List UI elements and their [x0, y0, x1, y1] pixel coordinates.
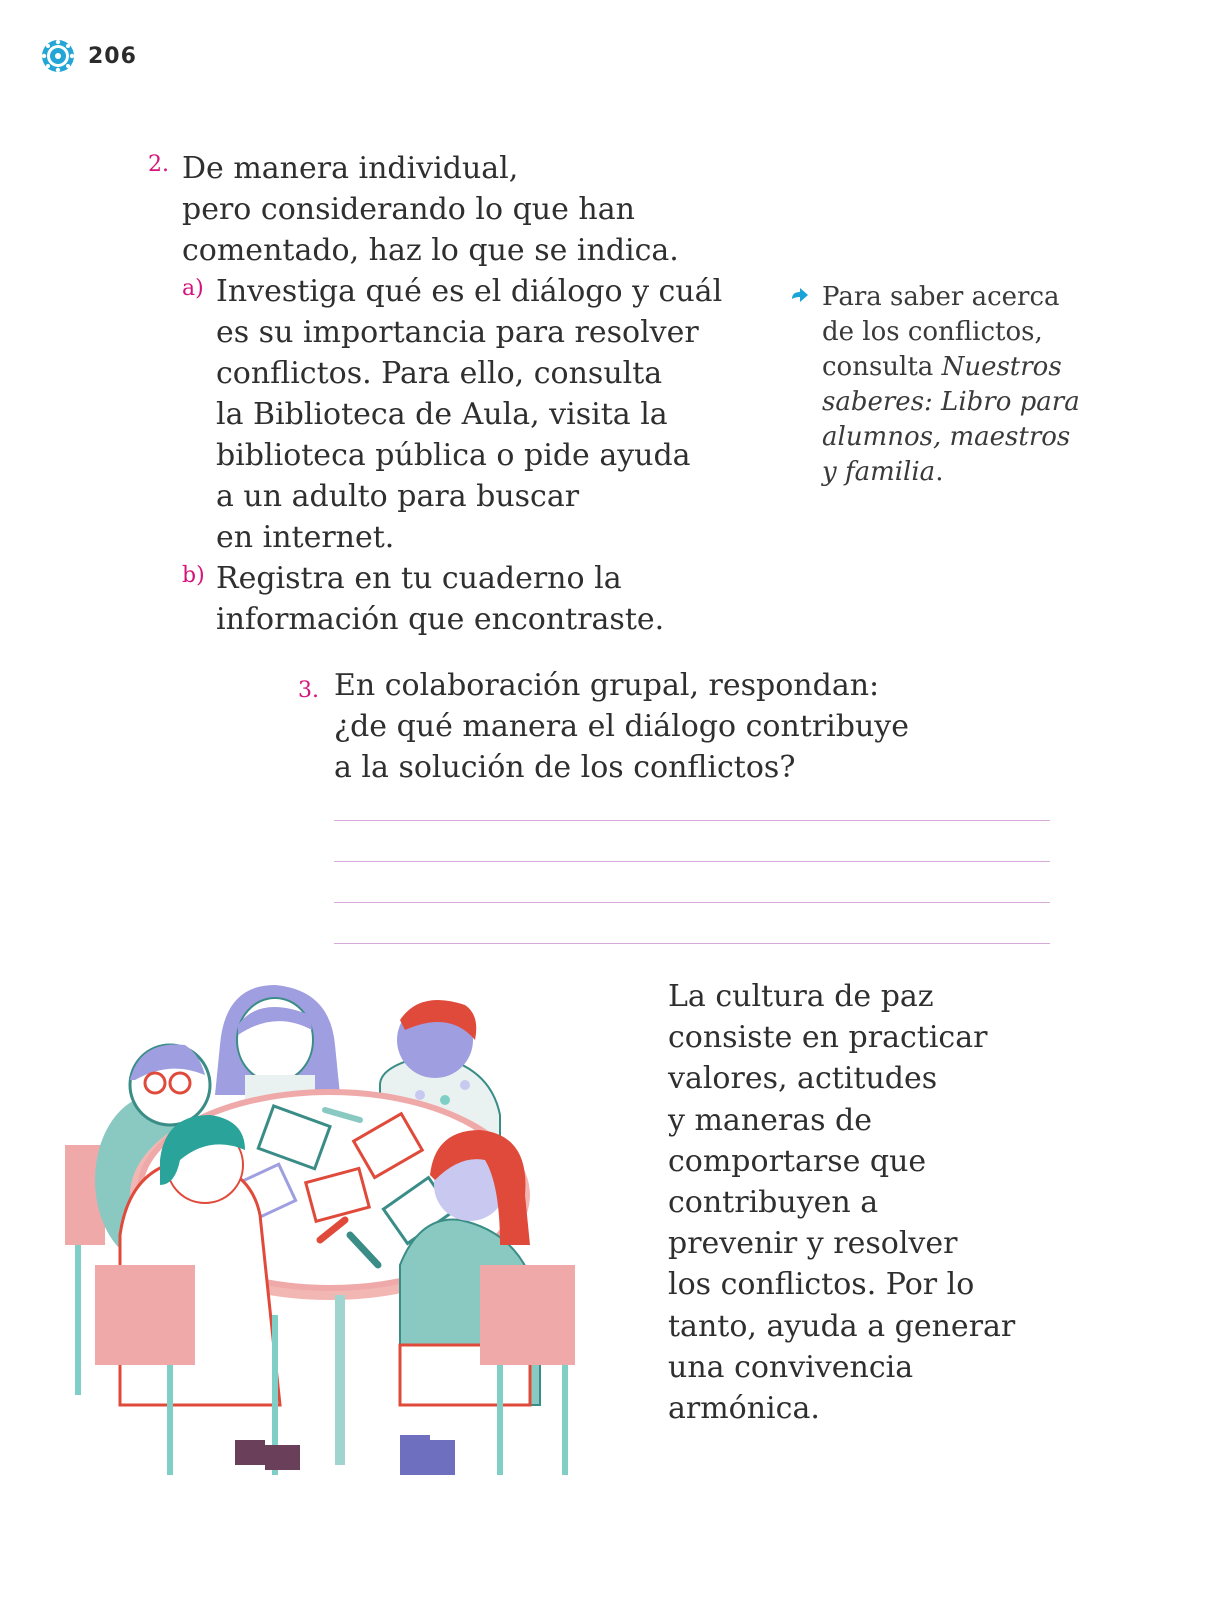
children-at-table-illustration — [60, 985, 600, 1489]
page-header — [40, 38, 137, 74]
text-line: la Biblioteca de Aula, visita la — [216, 397, 668, 432]
text-line: contribuyen a — [668, 1185, 879, 1221]
answer-line-1[interactable] — [334, 820, 1050, 821]
text-line: prevenir y resolver — [668, 1226, 958, 1262]
item-2b-letter-wrap — [182, 563, 205, 588]
answer-line-2[interactable] — [334, 861, 1050, 862]
item-2b-letter: b) — [182, 563, 205, 588]
text-line: Investiga qué es el diálogo y cuál — [216, 274, 723, 309]
book-title-part: alumnos, maestros — [822, 422, 1071, 452]
peace-culture-paragraph — [668, 976, 1015, 1429]
item-3-question — [334, 665, 909, 788]
text-line: tanto, ayuda a generar — [668, 1308, 1016, 1344]
item-2-number-wrap — [148, 152, 169, 177]
text-line: a la solución de los conflictos? — [334, 750, 796, 785]
text-line: valores, actitudes — [668, 1061, 938, 1097]
note-line — [822, 420, 1082, 455]
text-line: ¿de qué manera el diálogo contribuye — [334, 709, 909, 744]
text-line: Registra en tu cuaderno la — [216, 561, 622, 596]
page-number: 206 — [88, 43, 137, 69]
note-line — [822, 385, 1082, 420]
text-line: La cultura de paz — [668, 979, 934, 1014]
flower-emblem-icon — [40, 38, 76, 74]
book-title-part: Nuestros — [941, 352, 1062, 382]
note-line: Para saber acerca — [822, 282, 1060, 312]
text-line: armónica. — [668, 1391, 820, 1427]
text-line: consiste en practicar — [668, 1020, 988, 1056]
item-3-number: 3. — [298, 678, 319, 703]
sidebar-note — [822, 280, 1082, 490]
note-line: de los conflictos, — [822, 317, 1043, 347]
text-line: comportarse que — [668, 1143, 927, 1179]
text-line: y maneras de — [668, 1102, 873, 1138]
note-period: . — [935, 457, 944, 487]
answer-line-4[interactable] — [334, 943, 1050, 944]
note-line — [822, 350, 1082, 385]
text-line: pero considerando lo que han — [182, 192, 635, 227]
text-line: los conflictos. Por lo — [668, 1267, 975, 1303]
text-line: conflictos. Para ello, consulta — [216, 356, 663, 391]
text-line: biblioteca pública o pide ayuda — [216, 438, 691, 473]
text-line: es su importancia para resolver — [216, 315, 699, 350]
book-title-part: saberes: Libro para — [822, 387, 1080, 417]
note-consulta: consulta — [822, 352, 934, 382]
note-line — [822, 455, 1082, 490]
text-line: En colaboración grupal, respondan: — [334, 668, 880, 703]
text-line: en internet. — [216, 520, 395, 555]
arrow-right-icon — [790, 286, 810, 310]
item-3-number-wrap — [298, 678, 319, 703]
text-line: a un adulto para buscar — [216, 479, 580, 514]
item-2b-text — [216, 558, 664, 640]
item-2-number: 2. — [148, 152, 169, 177]
answer-line-3[interactable] — [334, 902, 1050, 903]
item-2-instruction — [182, 148, 679, 271]
item-2a-letter-wrap — [182, 276, 204, 301]
text-line: una convivencia — [668, 1349, 914, 1385]
text-line: información que encontraste. — [216, 602, 665, 637]
text-line: comentado, haz lo que se indica. — [182, 233, 679, 268]
book-title-part: y familia — [822, 457, 936, 487]
item-2a-letter: a) — [182, 276, 204, 301]
item-2a-text — [216, 271, 722, 558]
text-line: De manera individual, — [182, 151, 519, 186]
